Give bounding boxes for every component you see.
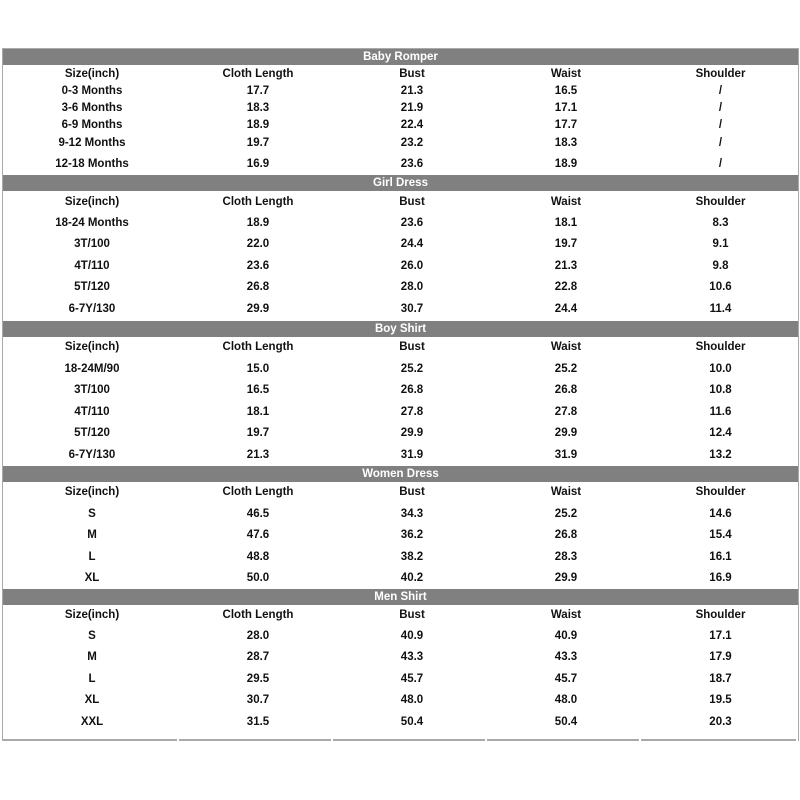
rule-segment <box>487 733 639 741</box>
table-cell: 36.2 <box>400 529 424 541</box>
table-cell: XL <box>84 694 100 706</box>
table-cell: 10.8 <box>709 384 732 396</box>
table-cell: 13.2 <box>709 449 732 461</box>
table-cell: 50.0 <box>246 572 270 584</box>
table-cell: 27.8 <box>554 406 578 418</box>
table-row <box>3 255 798 277</box>
table-cell: 19.5 <box>709 694 732 706</box>
table-cell: 0-3 Months <box>61 85 123 97</box>
table-cell: 26.8 <box>554 384 578 396</box>
table-cell: 25.2 <box>554 363 578 375</box>
table-cell: 47.6 <box>246 529 270 541</box>
table-cell: / <box>718 102 723 114</box>
section-title-girl-dress: Girl Dress <box>3 175 798 191</box>
table-row <box>3 423 798 444</box>
table-cell: 16.5 <box>246 384 270 396</box>
table-row <box>3 134 798 153</box>
column-header-size-inch: Size(inch) <box>64 341 120 353</box>
table-cell: 18-24M/90 <box>64 363 120 375</box>
table-cell: 19.7 <box>246 137 270 149</box>
table-cell: 31.9 <box>400 449 424 461</box>
table-cell: 12.4 <box>709 427 732 439</box>
table-row <box>3 213 798 234</box>
table-row <box>3 690 798 711</box>
table-cell: 25.2 <box>554 508 578 520</box>
table-cell: 18.1 <box>554 217 578 229</box>
table-cell: 25.2 <box>400 363 424 375</box>
table-row <box>3 711 798 733</box>
table-cell: / <box>718 158 723 170</box>
table-cell: 18.3 <box>554 137 578 149</box>
table-cell: 15.4 <box>709 529 732 541</box>
table-row <box>3 444 798 466</box>
section-title-men-shirt: Men Shirt <box>3 589 798 605</box>
column-header-row <box>3 337 798 358</box>
table-cell: 5T/120 <box>74 427 110 439</box>
table-row <box>3 546 798 568</box>
table-cell: 11.4 <box>709 303 732 315</box>
table-cell: 24.4 <box>400 238 424 250</box>
table-cell: 3-6 Months <box>61 102 123 114</box>
table-cell: 16.9 <box>246 158 270 170</box>
table-cell: 18.9 <box>246 217 270 229</box>
table-row <box>3 100 798 117</box>
table-cell: 29.9 <box>246 303 270 315</box>
table-cell: 17.7 <box>554 119 578 131</box>
table-cell: M <box>87 529 97 541</box>
table-cell: 6-7Y/130 <box>68 303 116 315</box>
table-cell: 9.1 <box>712 238 729 250</box>
table-cell: 43.3 <box>554 651 578 663</box>
table-row <box>3 525 798 546</box>
table-cell: 40.9 <box>554 630 578 642</box>
column-header-cloth-length: Cloth Length <box>222 486 294 498</box>
table-cell: 17.9 <box>709 651 732 663</box>
table-cell: / <box>718 119 723 131</box>
table-cell: L <box>88 551 96 563</box>
column-header-shoulder: Shoulder <box>695 341 746 353</box>
table-cell: 21.9 <box>400 102 424 114</box>
table-row <box>3 277 798 298</box>
table-cell: XL <box>84 572 100 584</box>
table-cell: 22.0 <box>246 238 270 250</box>
table-cell: 48.0 <box>554 694 578 706</box>
table-cell: 38.2 <box>400 551 424 563</box>
table-cell: 50.4 <box>554 716 578 728</box>
table-row <box>3 358 798 380</box>
table-cell: / <box>718 85 723 97</box>
table-cell: 45.7 <box>554 673 578 685</box>
column-header-shoulder: Shoulder <box>695 68 746 80</box>
column-header-waist: Waist <box>550 68 582 80</box>
table-cell: 29.9 <box>400 427 424 439</box>
table-cell: 20.3 <box>709 716 732 728</box>
table-cell: 48.0 <box>400 694 424 706</box>
table-cell: 5T/120 <box>74 281 110 293</box>
table-cell: XXL <box>80 716 104 728</box>
table-cell: 6-9 Months <box>61 119 123 131</box>
table-cell: 4T/110 <box>74 260 110 272</box>
table-cell: 26.8 <box>246 281 270 293</box>
table-cell: / <box>718 137 723 149</box>
table-cell: 24.4 <box>554 303 578 315</box>
table-cell: 18.1 <box>246 406 270 418</box>
rule-segment <box>3 733 177 741</box>
table-cell: 28.7 <box>246 651 270 663</box>
table-cell: 16.9 <box>709 572 732 584</box>
column-header-waist: Waist <box>550 609 582 621</box>
table-cell: 43.3 <box>400 651 424 663</box>
column-header-size-inch: Size(inch) <box>64 486 120 498</box>
column-header-cloth-length: Cloth Length <box>222 196 294 208</box>
column-header-cloth-length: Cloth Length <box>222 341 294 353</box>
table-row <box>3 117 798 134</box>
column-header-bust: Bust <box>399 609 425 621</box>
size-chart <box>2 48 799 741</box>
section-title-baby-romper: Baby Romper <box>3 49 798 65</box>
table-cell: 27.8 <box>400 406 424 418</box>
table-cell: 22.8 <box>554 281 578 293</box>
table-cell: 3T/100 <box>74 384 110 396</box>
table-row <box>3 568 798 589</box>
table-cell: 18-24 Months <box>55 217 129 229</box>
table-cell: 28.3 <box>554 551 578 563</box>
table-cell: 8.3 <box>712 217 729 229</box>
table-cell: 17.1 <box>554 102 578 114</box>
column-header-row <box>3 65 798 83</box>
table-cell: 28.0 <box>246 630 270 642</box>
table-cell: 26.8 <box>400 384 424 396</box>
section-title-boy-shirt: Boy Shirt <box>3 321 798 337</box>
column-header-shoulder: Shoulder <box>695 486 746 498</box>
table-cell: 23.6 <box>400 158 424 170</box>
table-cell: 40.2 <box>400 572 424 584</box>
rule-segment <box>641 733 796 741</box>
column-header-row <box>3 482 798 503</box>
column-header-shoulder: Shoulder <box>695 609 746 621</box>
table-cell: 46.5 <box>246 508 270 520</box>
column-header-bust: Bust <box>399 486 425 498</box>
table-cell: 18.9 <box>554 158 578 170</box>
table-cell: 28.0 <box>400 281 424 293</box>
column-header-size-inch: Size(inch) <box>64 68 120 80</box>
table-cell: 16.1 <box>709 551 732 563</box>
column-header-size-inch: Size(inch) <box>64 196 120 208</box>
bottom-rule <box>3 733 798 741</box>
column-header-size-inch: Size(inch) <box>64 609 120 621</box>
table-cell: 16.5 <box>554 85 578 97</box>
table-cell: 23.6 <box>246 260 270 272</box>
table-cell: 30.7 <box>246 694 270 706</box>
table-cell: 22.4 <box>400 119 424 131</box>
table-row <box>3 298 798 321</box>
table-cell: 18.3 <box>246 102 270 114</box>
table-cell: 17.7 <box>246 85 270 97</box>
table-cell: 26.8 <box>554 529 578 541</box>
table-cell: 14.6 <box>709 508 732 520</box>
table-cell: 12-18 Months <box>55 158 129 170</box>
column-header-bust: Bust <box>399 196 425 208</box>
table-row <box>3 234 798 255</box>
table-cell: 9.8 <box>712 260 729 272</box>
table-row <box>3 647 798 668</box>
section-title-women-dress: Women Dress <box>3 466 798 482</box>
table-cell: 9-12 Months <box>58 137 126 149</box>
column-header-cloth-length: Cloth Length <box>222 68 294 80</box>
table-cell: 31.9 <box>554 449 578 461</box>
column-header-cloth-length: Cloth Length <box>222 609 294 621</box>
table-cell: 30.7 <box>400 303 424 315</box>
table-cell: 50.4 <box>400 716 424 728</box>
table-cell: 17.1 <box>709 630 732 642</box>
table-cell: 21.3 <box>246 449 270 461</box>
table-cell: 31.5 <box>246 716 270 728</box>
table-cell: 40.9 <box>400 630 424 642</box>
column-header-row <box>3 605 798 626</box>
table-cell: 23.2 <box>400 137 424 149</box>
table-row <box>3 626 798 647</box>
table-row <box>3 503 798 525</box>
table-cell: 19.7 <box>554 238 578 250</box>
table-cell: 23.6 <box>400 217 424 229</box>
table-cell: 11.6 <box>709 406 732 418</box>
rule-segment <box>333 733 485 741</box>
table-cell: 10.0 <box>709 363 732 375</box>
table-cell: 26.0 <box>400 260 424 272</box>
table-cell: 45.7 <box>400 673 424 685</box>
table-cell: L <box>88 673 96 685</box>
table-cell: M <box>87 651 97 663</box>
rule-segment <box>179 733 331 741</box>
column-header-bust: Bust <box>399 341 425 353</box>
table-cell: 48.8 <box>246 551 270 563</box>
column-header-bust: Bust <box>399 68 425 80</box>
table-cell: 21.3 <box>400 85 424 97</box>
table-row <box>3 668 798 690</box>
table-cell: 18.7 <box>709 673 732 685</box>
column-header-waist: Waist <box>550 486 582 498</box>
table-cell: 3T/100 <box>74 238 110 250</box>
table-cell: 21.3 <box>554 260 578 272</box>
table-cell: 29.9 <box>554 427 578 439</box>
table-cell: 4T/110 <box>74 406 110 418</box>
table-cell: 34.3 <box>400 508 424 520</box>
table-cell: 29.9 <box>554 572 578 584</box>
column-header-waist: Waist <box>550 196 582 208</box>
table-cell: S <box>88 508 96 520</box>
table-cell: 15.0 <box>246 363 270 375</box>
table-cell: 19.7 <box>246 427 270 439</box>
table-cell: 18.9 <box>246 119 270 131</box>
table-cell: S <box>88 630 96 642</box>
table-cell: 10.6 <box>709 281 732 293</box>
table-cell: 6-7Y/130 <box>68 449 116 461</box>
table-row <box>3 153 798 175</box>
column-header-row <box>3 191 798 213</box>
table-cell: 29.5 <box>246 673 270 685</box>
column-header-shoulder: Shoulder <box>695 196 746 208</box>
table-row <box>3 380 798 401</box>
table-row <box>3 401 798 423</box>
column-header-waist: Waist <box>550 341 582 353</box>
table-row <box>3 83 798 100</box>
